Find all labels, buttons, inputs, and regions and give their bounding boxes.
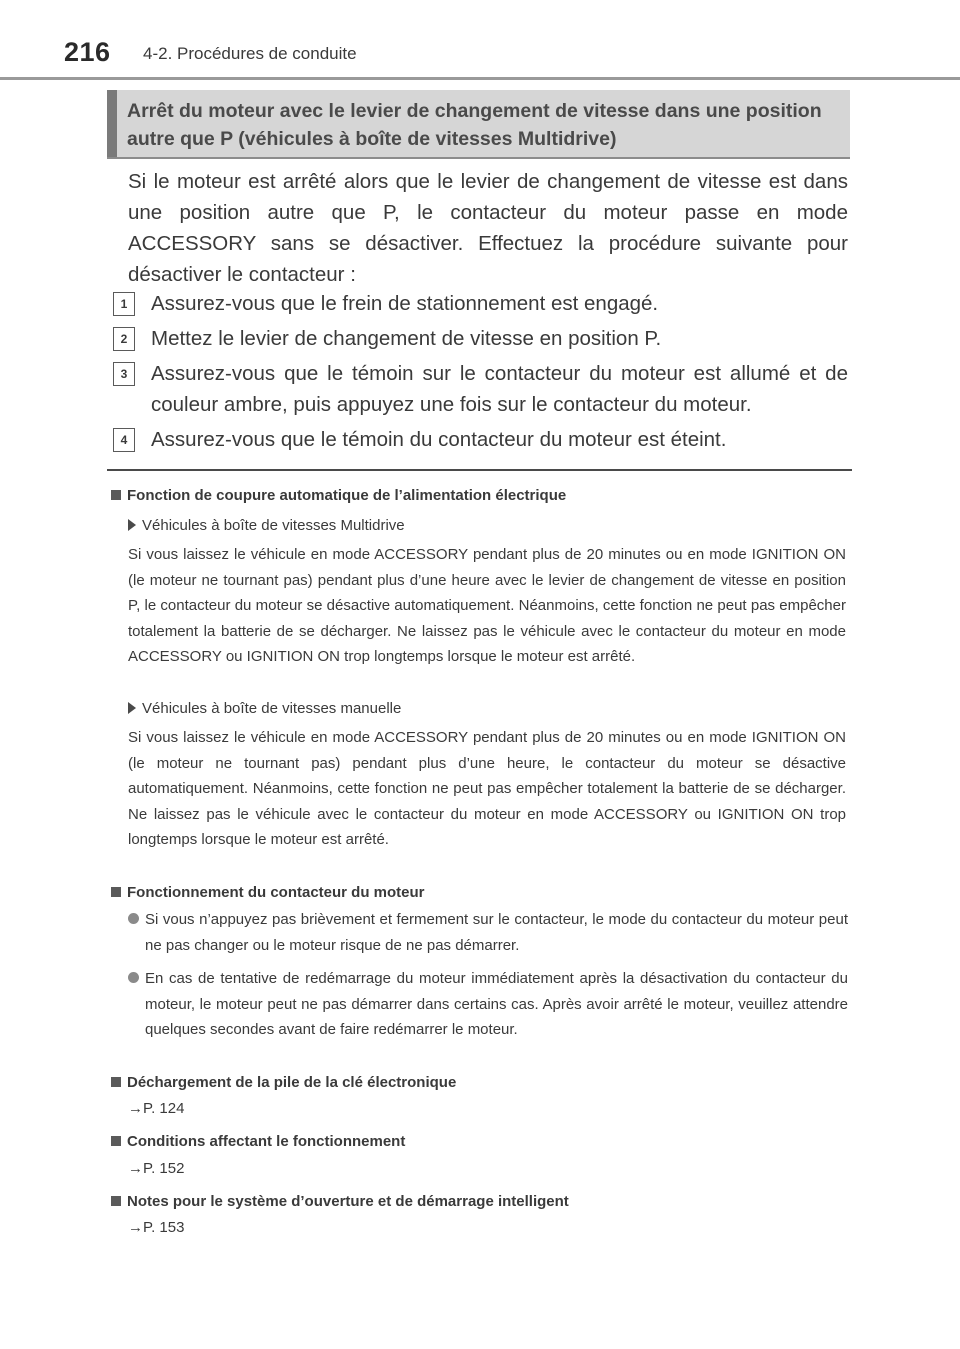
bullet-text: En cas de tentative de redémarrage du moteur immédiatement après la désactivation du contacteur du moteur, le moteur peut ne pas démarrer dans certains cas. Après avoir arrêté le moteur, veuillez attendre quelques secondes avant de faire redémarrer le moteur. xyxy=(145,970,848,1038)
circle-bullet-icon xyxy=(128,913,139,924)
square-bullet-icon xyxy=(111,1136,121,1146)
note-heading-conditions: Conditions affectant le fonctionnement xyxy=(111,1133,851,1150)
square-bullet-icon xyxy=(111,1196,121,1206)
section-title-box xyxy=(107,90,850,159)
chapter-title: 4-2. Procédures de conduite xyxy=(143,44,357,63)
note-paragraph-manual: Si vous laissez le véhicule en mode ACCESSORY pendant plus de 20 minutes ou en mode IGNITION ON (le moteur ne tournant pas) pendant plus d’une heure, le contacteur du moteur se désactive automatiquement. Néanmoins, cette fonction ne peut pas empêcher totalement la batterie de se décharger. Ne laissez pas le véhicule avec le contacteur du moteur en mode ACCESSORY ou IGNITION ON trop longtemps lorsque le moteur est arrêté. xyxy=(128,729,846,848)
square-bullet-icon xyxy=(111,490,121,500)
square-bullet-icon xyxy=(111,887,121,897)
triangle-right-icon xyxy=(128,519,136,531)
note-heading-smart-system: Notes pour le système d’ouverture et de démarrage intelligent xyxy=(111,1193,851,1210)
section-title: Arrêt du moteur avec le levier de changement de vitesse dans une position autre que P (véhicules à boîte de vitesses Multidrive) xyxy=(127,100,822,150)
header-divider xyxy=(0,77,960,80)
note-heading-auto-power-off: Fonction de coupure automatique de l’alimentation électrique xyxy=(111,487,851,504)
step-number-badge: 4 xyxy=(113,428,135,452)
arrow-right-icon: → xyxy=(128,1160,143,1177)
section-divider xyxy=(107,469,852,471)
step-number-badge: 1 xyxy=(113,292,135,316)
step-text: Assurez-vous que le témoin sur le contacteur du moteur est allumé et de couleur ambre, puis appuyez une fois sur le contacteur du moteur. xyxy=(151,362,848,416)
step-number-badge: 2 xyxy=(113,327,135,351)
square-bullet-icon xyxy=(111,1077,121,1087)
sub-heading-manual: Véhicules à boîte de vitesses manuelle xyxy=(128,700,401,717)
note-paragraph-multidrive: Si vous laissez le véhicule en mode ACCESSORY pendant plus de 20 minutes ou en mode IGNITION ON (le moteur ne tournant pas) pendant plus d’une heure avec le levier de changement de vitesse en position P, le contacteur du moteur se désactive automatiquement. Néanmoins, cette fonction ne peut pas empêcher totalement la batterie de se décharger. Ne laissez pas le véhicule avec le contacteur du moteur en mode ACCESSORY ou IGNITION ON trop longtemps lorsque le moteur est arrêté. xyxy=(128,546,846,665)
circle-bullet-icon xyxy=(128,972,139,983)
page-reference: →P. 153 xyxy=(128,1219,185,1236)
step-text: Assurez-vous que le frein de stationnement est engagé. xyxy=(151,292,659,315)
step-text: Mettez le levier de changement de vitesse en position P. xyxy=(151,327,662,350)
arrow-right-icon: → xyxy=(128,1219,143,1236)
step-number-badge: 3 xyxy=(113,362,135,386)
note-heading-key-battery: Déchargement de la pile de la clé électronique xyxy=(111,1074,851,1091)
page-reference: →P. 152 xyxy=(128,1160,185,1177)
arrow-right-icon: → xyxy=(128,1100,143,1117)
intro-paragraph: Si le moteur est arrêté alors que le levier de changement de vitesse est dans une position autre que P, le contacteur du moteur passe en mode ACCESSORY sans se désactiver. Effectuez la procédure suivante pour désactiver le contacteur : xyxy=(128,170,848,286)
section-accent-bar xyxy=(107,90,117,157)
note-heading-switch-operation: Fonctionnement du contacteur du moteur xyxy=(111,884,851,901)
triangle-right-icon xyxy=(128,702,136,714)
page-header xyxy=(0,0,960,80)
step-text: Assurez-vous que le témoin du contacteur du moteur est éteint. xyxy=(151,428,727,451)
bullet-text: Si vous n’appuyez pas brièvement et fermement sur le contacteur, le mode du contacteur du moteur peut ne pas changer ou le moteur risque de ne pas démarrer. xyxy=(145,911,848,954)
page-reference: →P. 124 xyxy=(128,1100,185,1117)
sub-heading-multidrive: Véhicules à boîte de vitesses Multidrive xyxy=(128,517,405,534)
page-number: 216 xyxy=(64,37,111,67)
